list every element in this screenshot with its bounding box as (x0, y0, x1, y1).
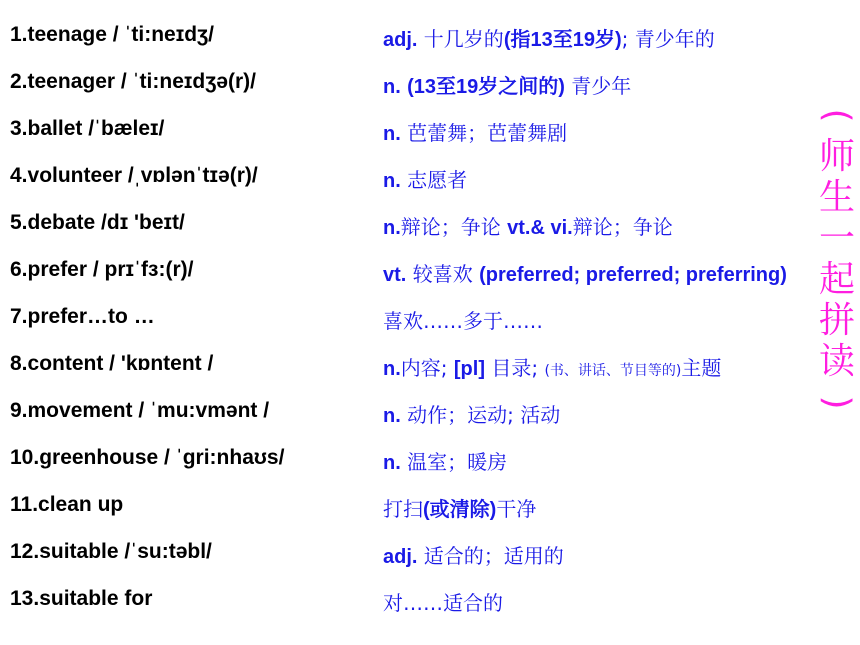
vocab-definition (383, 63, 631, 109)
vocab-term: 8.content / 'kɒntent / (10, 352, 214, 375)
definition-text: 芭蕾舞；芭蕾舞剧 (400, 121, 568, 145)
part-of-speech: n. (383, 358, 401, 380)
side-note-char: 师 (818, 136, 855, 177)
vocab-term: 7.prefer…to … (10, 305, 155, 328)
definition-text: 温室；暖房 (400, 450, 508, 474)
side-note-char: 生 (818, 177, 855, 218)
vocab-row (0, 576, 860, 622)
part-of-speech: n. (383, 170, 401, 192)
vocab-row (0, 388, 860, 434)
definition-rest: 干净 (496, 497, 537, 521)
vocab-term: 2.teenager / ˈti:neɪdʒə(r)/ (10, 70, 256, 93)
definition-text: 适合的；适用的 (417, 544, 564, 568)
vocab-term: 5.debate /dɪ 'beɪt/ (10, 211, 185, 234)
definition-text: 内容; (400, 356, 454, 380)
part-of-speech: n. (383, 217, 401, 239)
definition-text: 志愿者 (400, 168, 468, 192)
definition-text: 辩论；争论 (400, 215, 508, 239)
definition-note: (preferred; preferred; preferring) (479, 264, 787, 286)
side-note (815, 95, 859, 423)
vocab-row (0, 294, 860, 340)
part-of-speech: n. (383, 123, 401, 145)
side-note-close-paren: ) (816, 395, 858, 410)
vocab-row (0, 200, 860, 246)
side-note-char: 起 (818, 259, 855, 300)
vocab-term: 11.clean up (10, 493, 124, 516)
vocab-term: 12.suitable /ˈsu:təbl/ (10, 540, 212, 563)
definition-note: (或清除) (423, 499, 497, 521)
vocab-definition (383, 533, 564, 579)
vocab-definition (383, 110, 567, 156)
vocab-row (0, 247, 860, 293)
vocab-definition (383, 251, 787, 297)
definition-text: 对……适合的 (383, 591, 503, 615)
vocab-term: 1.teenage / ˈti:neɪdʒ/ (10, 23, 214, 46)
definition-text: 较喜欢 (406, 262, 480, 286)
definition-note: vt.& vi. (507, 217, 573, 239)
part-of-speech: n. (383, 405, 401, 427)
vocab-definition (383, 204, 673, 250)
definition-rest: ; 青少年的 (621, 27, 715, 51)
definition-text: 喜欢……多于…… (383, 309, 543, 333)
definition-rest: 辩论；争论 (572, 215, 673, 239)
side-note-char: 一 (818, 218, 855, 259)
definition-tail: 主题 (681, 356, 722, 380)
definition-text: 打扫 (383, 497, 423, 521)
part-of-speech: n. (383, 76, 401, 98)
side-note-char: 读 (818, 341, 855, 382)
definition-text: 十几岁的 (417, 27, 504, 51)
part-of-speech: vt. (383, 264, 407, 286)
definition-note: (指13至19岁) (503, 29, 622, 51)
vocab-row (0, 59, 860, 105)
side-note-open-paren: ( (816, 108, 858, 123)
vocab-definition (383, 439, 507, 485)
vocab-row (0, 153, 860, 199)
part-of-speech: adj. (383, 546, 418, 568)
vocab-definition (383, 157, 467, 203)
part-of-speech: n. (383, 452, 401, 474)
definition-rest: 青少年 (564, 74, 632, 98)
definition-text: 动作；运动; 活动 (400, 403, 561, 427)
vocab-definition (383, 580, 503, 626)
vocab-term: 9.movement / ˈmu:vmənt / (10, 399, 270, 422)
vocab-definition (383, 486, 536, 532)
part-of-speech: adj. (383, 29, 418, 51)
vocab-term: 13.suitable for (10, 587, 153, 610)
definition-note: [pl] (453, 358, 485, 380)
vocab-term: 6.prefer / prɪˈfɜ:(r)/ (10, 258, 194, 281)
vocab-term: 4.volunteer /ˌvɒlənˈtɪə(r)/ (10, 164, 258, 187)
vocab-definition (383, 16, 715, 62)
vocab-row (0, 106, 860, 152)
vocab-row (0, 529, 860, 575)
definition-small-note: (书、讲话、节目等的) (544, 363, 682, 379)
vocab-term: 10.greenhouse / ˈgri:nhaʊs/ (10, 446, 285, 469)
vocab-term: 3.ballet /ˈbæleɪ/ (10, 117, 165, 140)
side-note-char: 拼 (818, 300, 855, 341)
vocab-definition (383, 298, 543, 344)
vocab-row (0, 12, 860, 58)
vocab-row (0, 482, 860, 528)
definition-rest: 目录; (484, 356, 545, 380)
vocab-row (0, 341, 860, 387)
vocab-definition (383, 392, 560, 438)
vocab-definition (383, 345, 721, 391)
definition-note: (13至19岁之间的) (407, 76, 565, 98)
vocab-row (0, 435, 860, 481)
